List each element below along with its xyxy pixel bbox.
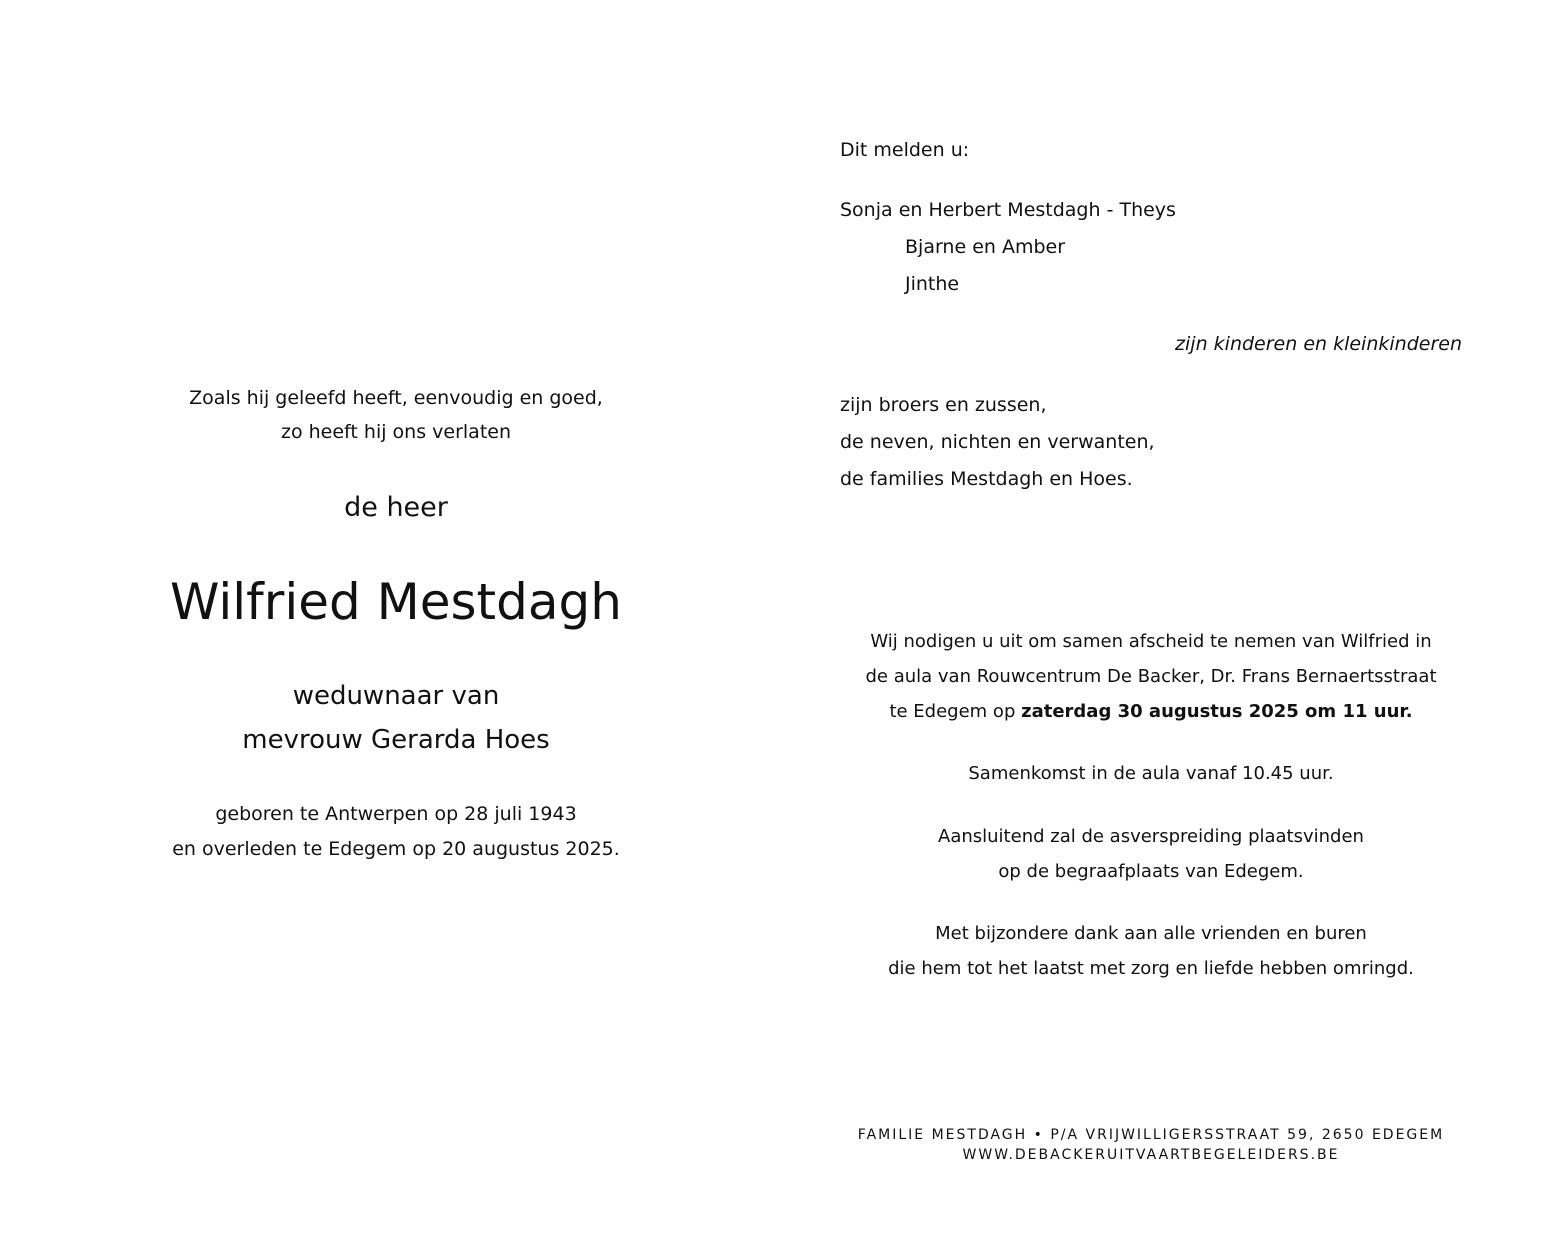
family-line-3: de families Mestdagh en Hoes.: [840, 468, 1133, 490]
quote-line-2: zo heeft hij ons verlaten: [281, 421, 511, 443]
footer-address: FAMILIE MESTDAGH • P/A VRIJWILLIGERSSTRAAT 59, 2650 EDEGEM: [857, 1127, 1445, 1143]
ceremony-date-time: zaterdag 30 augustus 2025 om 11 uur.: [1021, 701, 1413, 722]
family-line-2: de neven, nichten en verwanten,: [840, 431, 1155, 453]
children-line: Sonja en Herbert Mestdagh - Theys: [840, 199, 1176, 221]
grandchild-line-2: Jinthe: [905, 273, 960, 295]
birth-line: geboren te Antwerpen op 28 juli 1943: [215, 803, 577, 825]
deceased-name: Wilfried Mestdagh: [170, 573, 622, 631]
announcement-intro: Dit melden u:: [840, 139, 970, 161]
grandchild-line-1: Bjarne en Amber: [905, 236, 1066, 258]
invitation-line-2: de aula van Rouwcentrum De Backer, Dr. Frans Bernaertsstraat: [865, 666, 1437, 687]
scattering-line-2: op de begraafplaats van Edegem.: [998, 861, 1304, 882]
honorific-title: de heer: [344, 492, 448, 523]
invitation-line-3-prefix: te Edegem op: [889, 701, 1022, 722]
thanks-line-2: die hem tot het laatst met zorg en liefde hebben omringd.: [888, 958, 1414, 979]
family-line-1: zijn broers en zussen,: [840, 394, 1047, 416]
gathering-line: Samenkomst in de aula vanaf 10.45 uur.: [968, 763, 1334, 784]
scattering-line-1: Aansluitend zal de asverspreiding plaatsvinden: [938, 826, 1364, 847]
quote-line-1: Zoals hij geleefd heeft, eenvoudig en goed,: [189, 387, 603, 409]
footer-website: WWW.DEBACKERUITVAARTBEGELEIDERS.BE: [962, 1147, 1340, 1163]
relation-caption: zijn kinderen en kleinkinderen: [1175, 333, 1462, 355]
widower-line-2: mevrouw Gerarda Hoes: [242, 725, 550, 755]
death-line: en overleden te Edegem op 20 augustus 2025.: [172, 838, 620, 860]
thanks-line-1: Met bijzondere dank aan alle vrienden en buren: [935, 923, 1367, 944]
invitation-line-3: [820, 703, 1482, 721]
widower-line-1: weduwnaar van: [292, 681, 500, 711]
invitation-line-1: Wij nodigen u uit om samen afscheid te nemen van Wilfried in: [870, 631, 1432, 652]
